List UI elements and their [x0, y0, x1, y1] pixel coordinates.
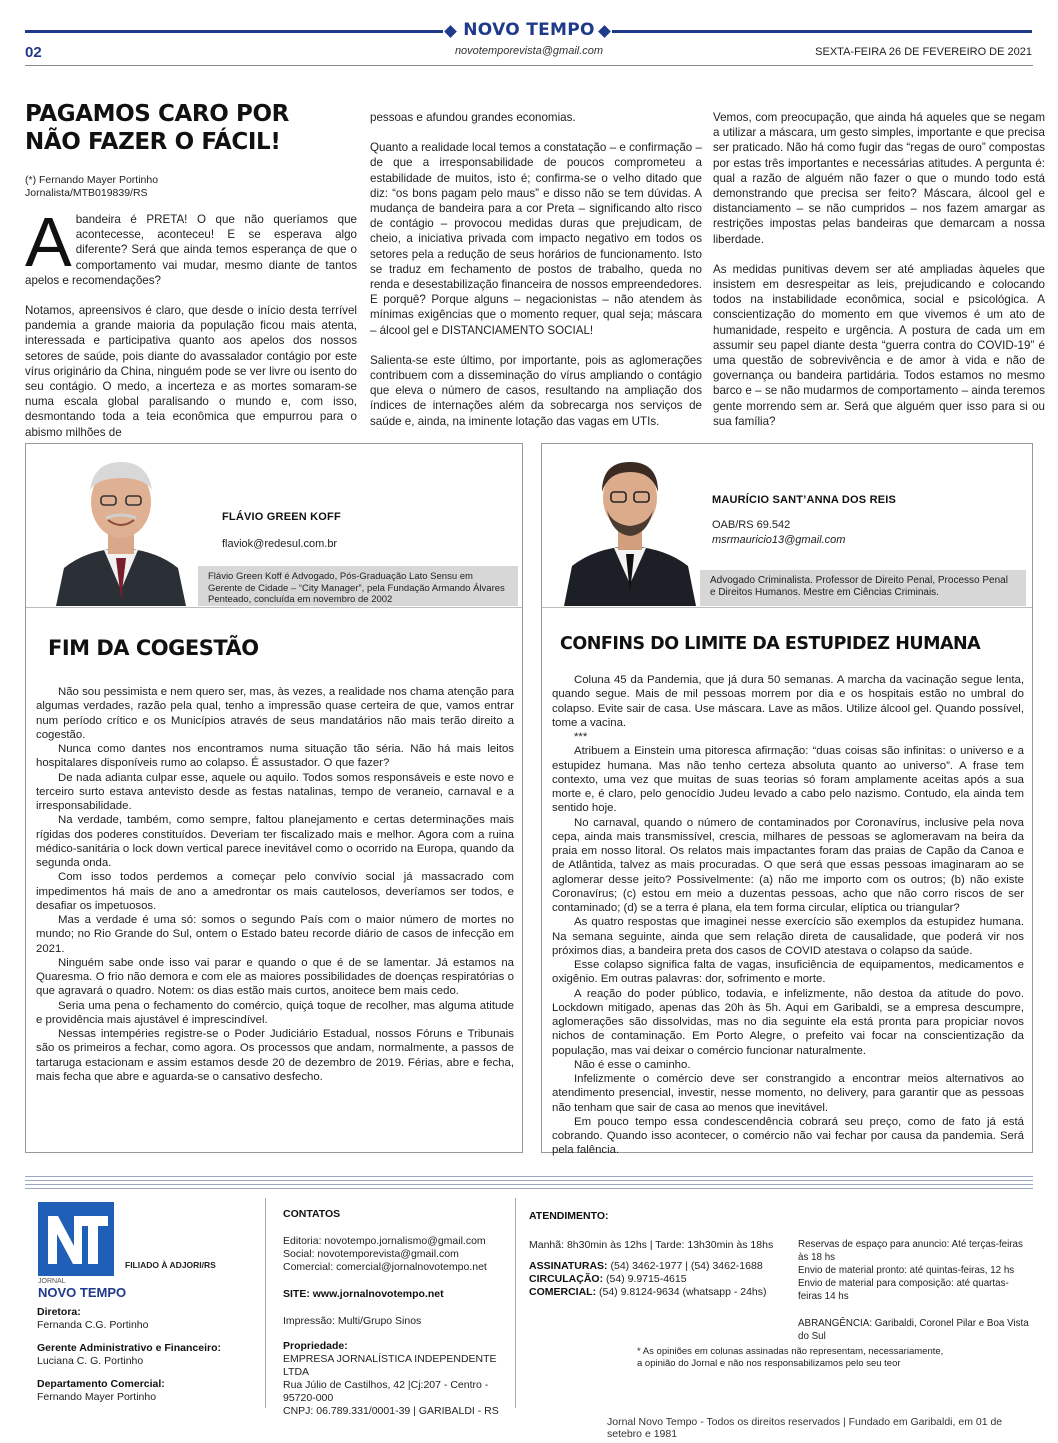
column-title: FIM DA COGESTÃO — [48, 636, 259, 660]
staff-role: Gerente Administrativo e Financeiro: — [37, 1342, 221, 1354]
masthead-ornament-left — [444, 25, 457, 38]
logo-caption: JORNAL — [38, 1278, 66, 1285]
columnist-name: FLÁVIO GREEN KOFF — [222, 511, 341, 523]
headline-line-2: NÃO FAZER O FÁCIL! — [25, 129, 281, 155]
masthead-rule-left — [25, 30, 443, 33]
masthead-divider — [25, 65, 1033, 66]
columnist-header — [542, 444, 1032, 608]
contact-editoria: Editoria: novotempo.jornalismo@gmail.com — [283, 1235, 486, 1247]
phone-label: COMERCIAL: — [529, 1286, 597, 1298]
footer-divider — [25, 1176, 1033, 1192]
website-link[interactable]: SITE: www.jornalnovotempo.net — [283, 1288, 444, 1300]
columnist-name: MAURÍCIO SANT’ANNA DOS REIS — [712, 494, 897, 506]
deadline-reservas: Reservas de espaço para anuncio: Até terças-feiras às 18 hs — [798, 1239, 1023, 1263]
column-paragraph: Infelizmente o comércio deve ser constrangido a encontrar meios alternativos ao atendimento presencial, investir, nesse momento, no delivery, para garantir que as pessoas não tenham que sair de casa ao menos que inevitável. — [552, 1073, 1024, 1114]
disclaimer — [637, 1346, 1017, 1370]
affiliation: FILIADO À ADJORI/RS — [125, 1260, 216, 1270]
phone-label: ASSINATURAS: — [529, 1260, 608, 1272]
column-paragraph: Nunca como dantes nos encontramos numa situação tão séria. Não há mais leitos hospitalares disponíveis rumo ao colapso. É assustador. O que fazer? — [36, 743, 514, 770]
article-column-2 — [370, 110, 702, 444]
columnist-email: flaviok@redesul.com.br — [222, 538, 338, 550]
article-headline — [25, 100, 357, 156]
copyright: Jornal Novo Tempo - Todos os direitos reservados | Fundado em Garibaldi, em 01 de setebro e 1981 — [607, 1416, 1003, 1440]
byline-name: (*) Fernando Mayer Portinho — [25, 174, 159, 186]
column-paragraph: No carnaval, quando o número de contaminados por Coronavírus, inclusive pela nova cepa, ainda mais transmissível, crescia, milhares de pessoas se aglomeravam na beira da praia em nosso litoral. Os relatos mais impactantes foram das praias de Capão da Canoa e de Atlântida, talvez as mais procuradas. O que será que essas pessoas imaginaram ao se aglomerar desse jeito? Possivelmente: (a) não me importo com os outros; (b) não existe Coronavírus; (c) estou em meio a duzentas pessoas, acho que não corro riscos de ser contaminado; (d) se a terra é plana, ela tem forma circular, elíptica ou triangular? — [552, 816, 1024, 914]
article-column-3 — [713, 110, 1045, 444]
column-paragraph: Atribuem a Einstein uma pitoresca afirmação: “duas coisas são infinitas: o universo e a estupidez humana. Mas não tenho certeza absoluta quanto ao universo”. A frase tem contexto, uma vez que muitas de suas teorias só foram amplamente aceitas após a sua morte e, é claro, pelo genocídio Judeu levado a cabo pelo nazismo. Contudo, ela ainda tem sentido hoje. — [552, 745, 1024, 815]
article-byline — [25, 174, 357, 200]
contacts-title: CONTATOS — [283, 1208, 341, 1220]
column-paragraph: Seria uma pena o fechamento do comércio, quiçá toque de recolher, mas alguma atitude e providência mais ajustável é imprescindível. — [36, 999, 514, 1026]
column-paragraph: De nada adianta culpar esse, aquele ou aquilo. Todos somos responsáveis e este novo e terceiro surto estava antevisto desde as festas natalinas, tempo de veraneio, carnaval e a irresponsabilidade. — [36, 771, 514, 812]
article-paragraph: Quanto a realidade local temos a constatação – e confirmação – de que a irresponsabilidade de poucos comprometeu a estabilidade de muitos, isto é; confirma-se o velho ditado que diz: “os bons pagam pelo maus” e disso não se tem dúvidas. A mudança de bandeira para a cor Preta – significando alto risco de contágio – provocou medidas duras que prejudicam, de cheio, a iniciativa privada com impacto negativo em todos os setores pela a redução de seus horários de funcionamento. Isto se traduz em fechamento de postos de trabalho, queda no renda e desestabilização financeira de nossos empreendedores. E porquê? Porque alguns – negacionistas – não atendem às mínimas exigências que o momento requer, qual seja; máscara – álcool gel e DISTANCIAMENTO SOCIAL! — [370, 141, 702, 337]
masthead-rule-right — [612, 30, 1032, 33]
masthead — [0, 0, 1058, 72]
company-cnpj: CNPJ: 06.789.331/0001-39 | GARIBALDI - RS — [283, 1405, 499, 1417]
column-paragraph: Em pouco tempo essa condescendência cobrará seu preço, como de fato já está cobrando. Quando isso acontecer, o comércio não vai fechar por causa da pandemia. Será pela falência. — [552, 1115, 1024, 1157]
column-paragraph: Na verdade, também, como sempre, faltou planejamento e certas determinações mais rígidas dos poderes constituídos. Deveriam ter fiscalizado mais e melhor. Agora com a ruina médico-sanitária o lock down vertical parece inevitável como o ocorrido na Europa, quando da segunda onda. — [36, 814, 514, 869]
article-column-1 — [25, 100, 357, 455]
deadlines-block — [798, 1238, 1030, 1343]
column-paragraph: As quatro respostas que imaginei nesse exercício são exemplos da estupidez humana. Na semana seguinte, ainda que sem relação direta de causalidade, que poderá vir nos próximos dias, a bandeira preta dos casos de COVID atestava o colapso da saúde. — [552, 916, 1024, 957]
byline-credential: Jornalista/MTB019839/RS — [25, 187, 148, 199]
office-hours: Manhã: 8h30min às 12hs | Tarde: 13h30min às 18hs — [529, 1239, 774, 1251]
column-paragraph: A reação do poder público, todavia, e infelizmente, não destoa da atitude do povo. Lockdown mitigado, apenas das 20h às 5h. Aqui em Garibaldi, se a empresa descumpre, aglomerações são dissolvidas, mas no dia seguinte ela está pronta para propiciar novos nichos de contaminação. Em Porto Alegre, o prefeito vai focar na conscientização da população, mas vai deixar o comércio funcionar naturalmente. — [552, 987, 1024, 1057]
staff-role: Departamento Comercial: — [37, 1378, 165, 1390]
contact-social: Social: novotemporevista@gmail.com — [283, 1248, 459, 1260]
disclaimer-line: a opinião do Jornal e não nos responsabilizamos pelo seu teor — [637, 1358, 901, 1369]
columnist-header — [26, 444, 522, 608]
column-paragraph: Não sou pessimista e nem quero ser, mas, às vezes, a realidade nos chama atenção para algumas verdades, razão pela qual, tenho a impressão quase certeira de que, vamos entrar num período crítico e os Municípios através de seus mandatários não mais terão direito a cogestão. — [36, 686, 514, 741]
article-paragraph: Vemos, com preocupação, que ainda há aqueles que se negam a utilizar a máscara, um gesto simples, importante e que precisa ser praticado. Não há como fugir das “regas de ouro” compostas por estas três importantes e necessárias atitudes. A pergunta é: qual a razão de alguém não fazer o que o mundo todo está demonstrando que precisa ser feito? Máscara, álcool gel e distanciamento – se não cumpridos – nos fazem amargar as restrições impostas pelas bandeiras que demarcam a nossa liberdade. — [713, 111, 1045, 246]
printing-info: Impressão: Multi/Grupo Sinos — [283, 1315, 422, 1327]
article-paragraph: pessoas e afundou grandes economias. — [370, 111, 576, 124]
column-paragraph: Com isso todos perdemos a começar pelo convívio social já massacrado com impedimentos há mais de ano a amedrontar os mais cautelosos, deveríamos ser todos, e desafiar os impetuosos. — [36, 871, 514, 912]
column-paragraph: *** — [574, 731, 588, 743]
ownership-label: Propriedade: — [283, 1340, 348, 1352]
disclaimer-line: * As opiniões em colunas assinadas não representam, necessariamente, — [637, 1346, 944, 1357]
company-address: Rua Júlio de Castilhos, 42 |Cj:207 - Centro - 95720-000 — [283, 1379, 489, 1404]
column-paragraph: Coluna 45 da Pandemia, que já dura 50 semanas. A marcha da vacinação segue lenta, quando segue. Mais de mil pessoas morrem por dia e os hospitais estão no umbral do colapso. Evite sair de casa. Use máscara. Lave as mãos. Utilize álcool gel. Quando possível, tome a vacina. — [552, 674, 1024, 729]
masthead-email: novotemporevista@gmail.com — [454, 45, 604, 57]
drop-cap: A — [25, 203, 72, 281]
paragraph-text: bandeira é PRETA! O que não queríamos que acontecesse, aconteceu! E se esperava algo diferente? Será que ainda temos esperança de que o comportamento vai mudar, mesmo diante de tantos apelos e recomendações? — [25, 213, 357, 287]
article-paragraph: Salienta-se este último, por importante, pois as aglomerações contribuem com a disseminação do vírus ampliando o contágio que eleva o número de casos, resultando na ampliação dos índices de internações além da sobrecarga nos serviços de saúde e, ainda, na iminente lotação das vagas em UTIs. — [370, 353, 702, 428]
columnist-bio: Flávio Green Koff é Advogado, Pós-Graduação Lato Sensu em Gerente de Cidade – “City Manager”, pela Fundação Armando Álvares Penteado, concluída em novembro de 2002 — [198, 566, 518, 606]
publication-date: SEXTA-FEIRA 26 DE FEVEREIRO DE 2021 — [815, 46, 1032, 58]
column-body-left — [36, 685, 514, 1084]
company-name: EMPRESA JORNALÍSTICA INDEPENDENTE LTDA — [283, 1353, 497, 1378]
service-block — [529, 1210, 789, 1299]
column-paragraph: Nessas intempéries registre-se o Poder Judiciário Estadual, nossos Fóruns e Tribunais são os primeiros a fechar, como agora. Os processos que andam, normalmente, a passos de tartaruga estacionam e assim estamos desde 20 de dezembro de 2019. Férias, abre e fecha, mais fecha que abre e aguarda-se o cansativo desfecho. — [36, 1028, 514, 1083]
column-paragraph: Esse colapso significa falta de vagas, insuficiência de equipamentos, medicamentos e oxigênio. Em outras palavras: dor, sofrimento e morte. — [552, 959, 1024, 986]
staff-list — [37, 1306, 221, 1404]
staff-role: Diretora: — [37, 1306, 81, 1318]
staff-name: Fernanda C.G. Portinho — [37, 1319, 149, 1331]
newspaper-logo — [38, 1202, 114, 1276]
contacts-block — [283, 1208, 523, 1418]
column-paragraph: Mas a verdade é uma só: somos o segundo País com o maior número de mortes no mundo; no Rio Grande do Sul, ontem o Estado bateu recorde diário de casos de infecção em 2021. — [36, 914, 514, 955]
columnist-photo — [46, 450, 196, 606]
phone-assinaturas — [529, 1260, 789, 1273]
staff-name: Fernando Mayer Portinho — [37, 1391, 157, 1403]
columnist-photo — [560, 448, 700, 606]
footer-expediente — [25, 1198, 1033, 1438]
newspaper-title: NOVO TEMPO — [463, 20, 595, 40]
deadline-pronto: Envio de material pronto: até quintas-feiras, 12 hs — [798, 1265, 1015, 1276]
column-paragraph: Não é esse o caminho. — [574, 1058, 691, 1071]
columnist-oab: OAB/RS 69.542 — [712, 519, 791, 531]
article-paragraph: As medidas punitivas devem ser até ampliadas àqueles que insistem em desrespeitar as leis, prejudicando e colocando todos na instabilidade econômica, social e psicológica. A conscientização do momento em que vivemos é um ato de humanidade, respeito e urgência. A postura de cada um em assumir seu papel diante desta “guerra contra do COVID-19” é uma questão de sobrevivência e de amor à vida e não de governança ou bandeira partidária. Todos estamos no mesmo barco e – se não mudarmos de comportamento – ainda teremos gente morrendo sem ar. Será que alguém quer isso para si ou sua família? — [713, 262, 1045, 428]
columnist-email: msrmauricio13@gmail.com — [712, 534, 846, 546]
coverage-area: ABRANGÊNCIA: Garibaldi, Coronel Pilar e Boa Vista do Sul — [798, 1318, 1029, 1342]
masthead-ornament-right — [598, 25, 611, 38]
main-article — [25, 100, 1045, 439]
staff-name: Luciana C. G. Portinho — [37, 1355, 144, 1367]
footer-separator — [515, 1198, 516, 1408]
headline-line-1: PAGAMOS CARO POR — [25, 101, 289, 127]
phone-value: (54) 9.8124-9634 (whatsapp - 24hs) — [599, 1286, 767, 1298]
phone-label: CIRCULAÇÃO: — [529, 1273, 604, 1285]
column-paragraph: Ninguém sabe onde isso vai parar e quando o que é de se lamentar. Já estamos na Quaresma. O frio não demora e com ele as maiores possibilidades de doenças respiratórias o que agravará o quadro. Notem: os dias estão mais curtos, anoitece bem mais cedo. — [36, 956, 514, 998]
column-title: CONFINS DO LIMITE DA ESTUPIDEZ HUMANA — [560, 634, 981, 654]
column-body-right — [552, 673, 1024, 1158]
footer-separator — [265, 1198, 266, 1408]
contact-comercial: Comercial: comercial@jornalnovotempo.net — [283, 1261, 487, 1273]
page-number: 02 — [25, 44, 42, 61]
opinion-column-left — [25, 443, 523, 1153]
phone-value: (54) 3462-1977 | (54) 3462-1688 — [610, 1260, 763, 1272]
columnist-bio: Advogado Criminalista. Professor de Direito Penal, Processo Penal e Direitos Humanos. Mestre em Ciências Criminais. — [700, 570, 1026, 606]
phone-circulacao — [529, 1273, 789, 1286]
opinion-column-right — [541, 443, 1033, 1157]
phone-comercial — [529, 1286, 789, 1299]
phone-value: (54) 9.9715-4615 — [606, 1273, 687, 1285]
logo-name: NOVO TEMPO — [38, 1285, 127, 1300]
article-paragraph — [25, 203, 357, 288]
article-paragraph: Notamos, apreensivos é claro, que desde o início desta terrível pandemia a grande maioria da população ficou mais atenta, interessada e participativa quanto aos apelos dos nossos setores de saúde, pois diante do avassalador contágio por este vírus originário da China, ninguém pode se ver livre ou isento do seu contágio. O medo, a incerteza e as mortes somaram-se numa escala global paralisando o mundo e, com isso, desmontando toda a teia econômica que empurrou para o abismo milhões de — [25, 304, 357, 439]
service-title: ATENDIMENTO: — [529, 1210, 609, 1222]
deadline-composicao: Envio de material para composição: até quartas-feiras 14 hs — [798, 1278, 1009, 1302]
